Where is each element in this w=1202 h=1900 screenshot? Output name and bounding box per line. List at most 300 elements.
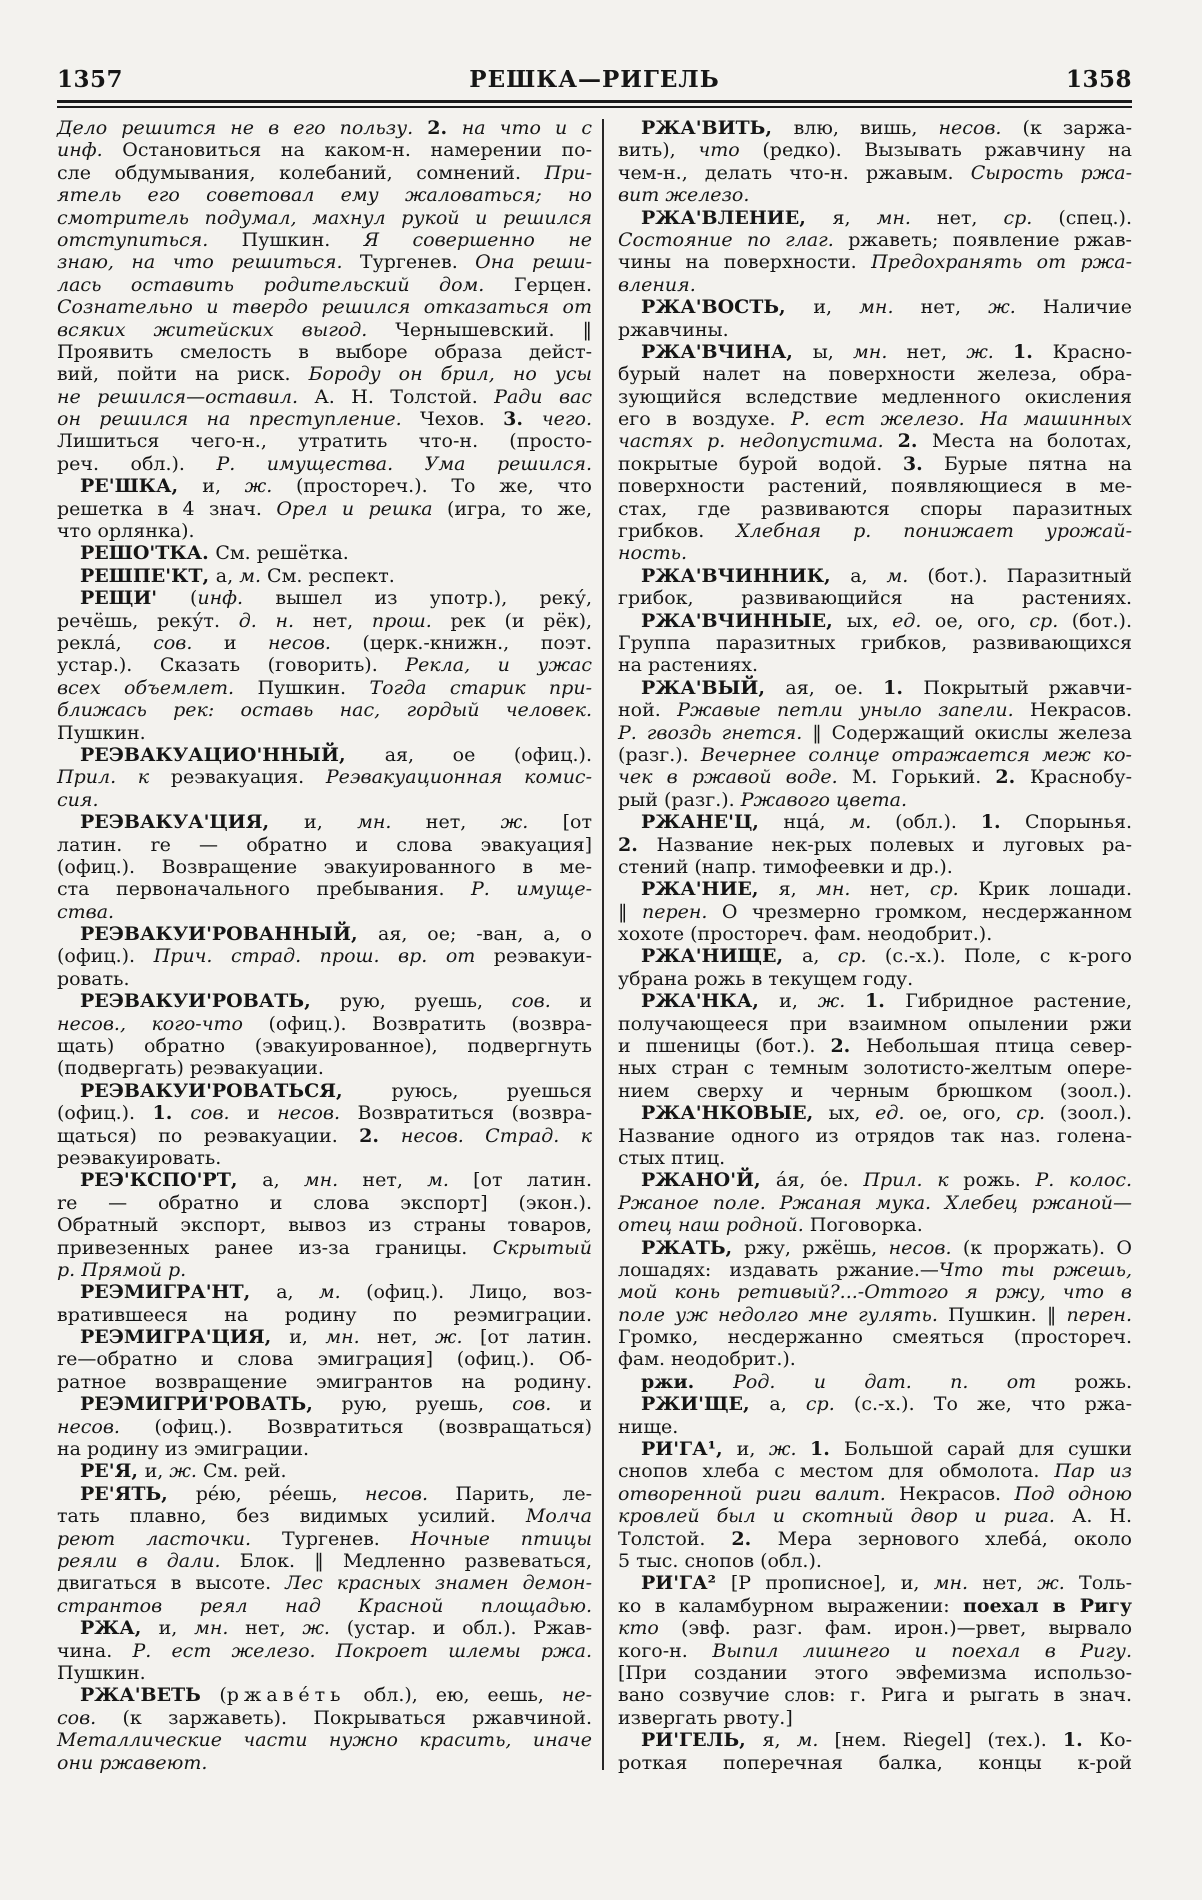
headword-text: РЕЭВАКУИ'РОВАННЫЙ,	[80, 923, 379, 946]
entry-text: (спец.).	[1058, 206, 1132, 229]
entry-text: [от	[562, 811, 592, 834]
headword-text: РЕ'ШКА,	[80, 475, 203, 498]
text-line	[57, 386, 592, 408]
entry-text: Покрытый ржавчи-	[923, 676, 1132, 699]
headword-text: РЖА'НКА,	[641, 990, 780, 1013]
entry-text: (игра, то же,	[446, 497, 592, 520]
entry-text: на родину из эмиграции.	[57, 1438, 310, 1461]
entry-text: поверхности растений, появляющиеся в ме-	[618, 475, 1132, 498]
entry-text: Выпил лишнего и поехал в Ригу.	[712, 1639, 1132, 1662]
entry-text: мн.	[853, 340, 907, 363]
text-line	[618, 878, 1132, 900]
entry-text: чины на поверхности.	[618, 251, 872, 274]
entry-text: латин. re — обратно и слова эвакуация]	[57, 833, 592, 856]
text-line	[618, 945, 1132, 967]
entry-text: и,	[144, 1460, 170, 1483]
text-line	[57, 1707, 592, 1729]
entry-text: нет,	[906, 340, 967, 363]
entry-text: Ко-	[1099, 1729, 1132, 1752]
entry-text: ближась рек: оставь нас, гордый человек.	[57, 699, 592, 722]
left-column	[57, 117, 592, 1774]
text-line	[57, 1214, 592, 1236]
text-line	[618, 1057, 1132, 1079]
entry-text: Ради вас	[494, 385, 592, 408]
entry-text: перен.	[1066, 1303, 1132, 1326]
text-line	[57, 1080, 592, 1102]
text-line	[57, 789, 592, 811]
headword-text: РИ'ГА²	[641, 1572, 731, 1595]
text-line	[618, 968, 1132, 990]
entry-text: ых,	[846, 609, 893, 632]
entry-text: они ржавеют.	[57, 1751, 208, 1774]
text-line	[57, 1371, 592, 1393]
headword-text: РЖИ'ЩЕ,	[641, 1393, 770, 1416]
entry-text: несов. Страд. к	[400, 1124, 592, 1147]
text-line	[618, 319, 1132, 341]
entry-text: ных стран с темным золотисто-желтым опере-	[618, 1057, 1132, 1080]
entry-text: кто	[618, 1617, 682, 1640]
entry-text: Дело решится не в его пользу.	[57, 117, 428, 139]
entry-text: двигаться в высоте.	[57, 1572, 286, 1595]
page-content	[57, 117, 1132, 1774]
entry-text: несов., кого-что	[57, 1012, 269, 1035]
text-line	[618, 1505, 1132, 1527]
headword-text: РЖАНЕ'Ц,	[641, 811, 784, 834]
text-line	[618, 811, 1132, 833]
text-line	[618, 766, 1132, 788]
headword-text: 2.	[731, 1527, 778, 1550]
entry-text: мн.	[357, 811, 426, 834]
text-line	[57, 565, 592, 587]
entry-text: Реэвакуационная комис-	[325, 766, 592, 789]
entry-text: реяли в дали.	[57, 1550, 240, 1572]
entry-text: сов.	[57, 1706, 123, 1729]
entry-text: ‖ Содержащий окислы железа	[812, 721, 1132, 744]
entry-text: вано созвучие слов: г. Рига и рыгать в знач.	[618, 1684, 1132, 1707]
entry-text: Наличие	[1042, 296, 1133, 319]
entry-text: вратившееся на родину по реэмиграции.	[57, 1303, 592, 1326]
text-line	[618, 722, 1132, 744]
entry-text: и пшеницы (бот.).	[618, 1035, 831, 1058]
entry-text: а,	[262, 1169, 304, 1192]
text-line	[618, 1528, 1132, 1550]
entry-text: [Р прописное], и,	[730, 1572, 934, 1595]
headword-text: РЖА'НИЩЕ,	[641, 945, 802, 968]
text-line	[618, 1169, 1132, 1191]
headword-text: РЕШПЕ'КТ,	[80, 564, 216, 587]
entry-text: несов.	[888, 1236, 963, 1259]
entry-text: Некрасов.	[1030, 699, 1132, 722]
text-line	[618, 1752, 1132, 1774]
entry-text: несов.	[268, 631, 363, 654]
entry-text: рый (разг.).	[618, 788, 741, 811]
entry-text: Лишиться чего-н., утратить что-н. (просто-	[57, 430, 592, 453]
entry-text: хохоте (простореч. фам. неодобрит.).	[618, 923, 993, 946]
entry-text: (бот.). Паразитный	[927, 564, 1132, 587]
text-line	[618, 990, 1132, 1012]
entry-text: ста первоначального пребывания.	[57, 878, 471, 901]
entry-text: ж.	[302, 1617, 347, 1640]
entry-text: рую, руешь,	[339, 990, 512, 1013]
entry-text: Проявить смелость в выборе образа дейст-	[57, 340, 592, 363]
entry-text: и	[223, 631, 268, 654]
entry-text: Сырость ржа-	[970, 161, 1132, 184]
text-line	[618, 363, 1132, 385]
entry-text: речёшь, реку́т.	[57, 609, 239, 632]
entry-text: ср.	[929, 878, 979, 901]
entry-text: не-	[561, 1684, 592, 1707]
entry-text: зующийся вследствие медленного окисления	[618, 385, 1132, 408]
entry-text: ср.	[1016, 1102, 1060, 1125]
headword-text: 2.	[359, 1124, 401, 1147]
headword-text: 1.	[152, 1102, 191, 1125]
text-line	[618, 229, 1132, 251]
running-title: РЕШКА—РИГЕЛЬ	[469, 66, 720, 93]
text-line	[57, 923, 592, 945]
entry-text: Герцен.	[513, 273, 592, 296]
entry-text: А. Н. Толстой.	[314, 385, 495, 408]
entry-text: ср.	[805, 1393, 854, 1416]
text-line	[618, 1259, 1132, 1281]
entry-text: ржу, ржёшь,	[744, 1236, 889, 1259]
entry-text: что орлянка).	[57, 520, 195, 543]
text-line	[618, 542, 1132, 564]
entry-text: чего.	[541, 408, 592, 431]
entry-text: Тургенев.	[281, 1527, 411, 1550]
entry-text: ср.	[1029, 609, 1072, 632]
text-line	[618, 1684, 1132, 1706]
entry-text: нет,	[936, 206, 1004, 229]
headword-text: РЕШО'ТКА.	[80, 542, 216, 565]
entry-text: Р. колос.	[1035, 1169, 1133, 1192]
headword-text: РЖА'ВЫЙ,	[641, 676, 786, 699]
headword-text: 2.	[830, 1035, 866, 1058]
entry-text: О чрезмерно громком, несдержанном	[721, 900, 1132, 923]
headword-text: 2.	[897, 430, 932, 453]
entry-text: Предохранять от ржа-	[871, 251, 1133, 274]
text-line	[57, 901, 592, 923]
text-line	[57, 990, 592, 1012]
entry-text: частях р. недопустима.	[618, 430, 898, 453]
entry-text: привезенных ранее из-за границы.	[57, 1236, 493, 1259]
text-line	[57, 1237, 592, 1259]
entry-text: Пушкин.	[257, 676, 370, 699]
text-line	[57, 1505, 592, 1527]
entry-text: [При создании этого эвфемизма использо-	[618, 1661, 1132, 1684]
entry-text: отворенной риги валит.	[618, 1482, 900, 1505]
entry-text: что	[698, 139, 763, 162]
entry-text: мн.	[325, 1326, 378, 1349]
entry-text: вить),	[618, 139, 699, 162]
entry-text: Громко, несдержанно смеяться (простореч.	[618, 1326, 1132, 1349]
entry-text: ая, ое (офиц.).	[384, 743, 592, 766]
entry-text: нет,	[312, 609, 372, 632]
entry-text: несов.	[57, 1415, 155, 1438]
text-line	[57, 274, 592, 296]
entry-text: (зоол.).	[1059, 1102, 1132, 1125]
entry-text: нет,	[245, 1617, 303, 1640]
entry-text: Сознательно и твердо решился отказаться от	[57, 296, 592, 319]
text-line	[57, 1483, 592, 1505]
text-line	[57, 610, 592, 632]
entry-text: (к заржаветь). Покрываться ржавчиной.	[122, 1706, 593, 1729]
entry-text: Пушкин. ‖	[948, 1303, 1067, 1326]
entry-text: странтов реял над Красной площадью.	[57, 1594, 592, 1617]
text-line	[618, 162, 1132, 184]
text-line	[618, 520, 1132, 542]
entry-text: Тургенев.	[359, 251, 476, 274]
entry-text: нет,	[920, 296, 989, 319]
entry-text: (простореч.). То же, что	[295, 475, 592, 498]
entry-text: м.	[427, 1169, 474, 1192]
text-line	[57, 1281, 592, 1303]
entry-text: нище.	[618, 1415, 679, 1438]
entry-text: поле уж недолго мне гулять.	[618, 1303, 949, 1326]
entry-text: ко в каламбурном выражении:	[618, 1594, 963, 1617]
text-line	[57, 207, 592, 229]
entry-text: и,	[289, 1326, 326, 1349]
entry-text: грибков.	[618, 520, 737, 543]
headword-text: 1.	[865, 990, 906, 1013]
entry-text: ое, ого,	[919, 1102, 1017, 1125]
text-line	[618, 632, 1132, 654]
entry-text: всех объемлет.	[57, 676, 258, 699]
entry-text: Р. ест железо. На машинных	[791, 408, 1132, 431]
text-line	[618, 1147, 1132, 1169]
entry-text: Толстой.	[618, 1527, 732, 1550]
entry-text: рожь.	[1074, 1370, 1132, 1393]
entry-text: См. решётка.	[215, 542, 349, 565]
entry-text: рекла́,	[57, 631, 154, 654]
entry-text: Группа паразитных грибков, развивающихся	[618, 631, 1132, 654]
entry-text: ж.	[244, 475, 296, 498]
text-line	[57, 1057, 592, 1079]
entry-text: Название одного из отрядов так наз. голена-	[618, 1124, 1132, 1147]
text-line	[618, 139, 1132, 161]
entry-text: Металлические части нужно красить, иначе	[57, 1729, 592, 1752]
entry-text: м.	[239, 564, 268, 587]
entry-text: а,	[850, 564, 887, 587]
entry-text: чина.	[57, 1639, 133, 1662]
headword-text: РИ'ГА¹,	[641, 1438, 737, 1461]
headword-text: поехал в Ригу	[963, 1594, 1132, 1617]
entry-text: кровлей был и скотный двор и рига.	[618, 1505, 1072, 1528]
entry-text: М. Горький.	[851, 766, 996, 789]
headword-text: 1.	[1062, 1729, 1100, 1752]
entry-text: нет,	[982, 1572, 1038, 1595]
text-line	[618, 386, 1132, 408]
text-line	[57, 1125, 592, 1147]
text-line	[57, 1684, 592, 1706]
entry-text: Мера зернового хлеба́, около	[777, 1527, 1132, 1550]
text-line	[618, 1192, 1132, 1214]
entry-text: а́я, о́е.	[775, 1169, 864, 1192]
entry-text: ср.	[837, 945, 885, 968]
entry-text: ровать.	[57, 967, 130, 990]
entry-text: а,	[802, 945, 838, 968]
text-line	[618, 1013, 1132, 1035]
header-rule	[57, 100, 1132, 108]
entry-text: Остановиться на каком-н. намерении по-	[122, 139, 592, 162]
entry-text: Род. и дат. п. от	[733, 1370, 1075, 1393]
entry-text: мой конь ретивый?...-Оттого я ржу, что в	[618, 1281, 1132, 1304]
entry-text: ре́ю, ре́ешь,	[195, 1482, 366, 1505]
entry-text: на что и с	[461, 117, 592, 139]
text-line	[57, 1147, 592, 1169]
entry-text: Большой сарай для сушки	[843, 1438, 1132, 1461]
entry-text: ржаветь; появление ржав-	[848, 228, 1132, 251]
text-line	[57, 1438, 592, 1460]
entry-text: Бороду он брил, но усы	[308, 363, 592, 386]
text-line	[618, 1460, 1132, 1482]
entry-text: он решился на преступление.	[57, 408, 420, 431]
entry-text: (церк.-книжн., поэт.	[362, 631, 592, 654]
entry-text: сле обдумывания, колебаний, сомнений.	[57, 161, 545, 184]
entry-text: Краснобу-	[1030, 766, 1132, 789]
headword-text: РЕЭ'КСПО'РТ,	[80, 1169, 263, 1192]
entry-text: и	[246, 1102, 278, 1125]
entry-text: Название нек-рых полевых и луговых ра-	[656, 833, 1132, 856]
headword-text: РЕЭМИГРА'НТ,	[80, 1281, 277, 1304]
entry-text: и,	[736, 1438, 769, 1461]
column-divider	[602, 119, 604, 1770]
entry-text: ж.	[966, 340, 1014, 363]
entry-text: тать плавно, без видимых усилий.	[57, 1505, 526, 1528]
entry-text: стах, где развиваются споры паразитных	[618, 497, 1132, 520]
entry-text: всяких житейских выгод.	[57, 318, 396, 341]
entry-text: ж.	[500, 811, 563, 834]
headword-text: РЖА,	[80, 1617, 159, 1640]
entry-text: ы,	[812, 340, 854, 363]
entry-text: Ржавые петли уныло запели.	[677, 699, 1030, 722]
text-line	[57, 654, 592, 676]
entry-text: мн.	[876, 206, 937, 229]
entry-text: нца́,	[783, 811, 850, 834]
text-line	[57, 1326, 592, 1348]
entry-text: (с.-х.). То же, что ржа-	[853, 1393, 1132, 1416]
entry-text: ж.	[434, 1326, 480, 1349]
text-line	[618, 1237, 1132, 1259]
entry-text: а,	[215, 564, 240, 587]
headword-text: ржи.	[641, 1370, 734, 1393]
entry-text: реэвакуировать.	[57, 1146, 222, 1169]
text-line	[618, 1348, 1132, 1370]
entry-text: Скрытый	[492, 1236, 592, 1259]
entry-text: Прич. страд. прош. вр. от	[153, 945, 494, 968]
text-line	[57, 1013, 592, 1035]
entry-text: и	[579, 1393, 592, 1416]
entry-text: ржавчины.	[618, 318, 729, 341]
entry-text: м.	[886, 564, 928, 587]
headword-text: РЖА'НКОВЫЕ,	[641, 1102, 829, 1125]
entry-text: (с.-х.). Поле, с к-рого	[884, 945, 1132, 968]
text-line	[57, 1640, 592, 1662]
text-line	[618, 1125, 1132, 1147]
entry-text: Р. имуще-	[470, 878, 592, 901]
text-line	[618, 1438, 1132, 1460]
entry-text: ратное возвращение эмигрантов на родину.	[57, 1370, 592, 1393]
text-line	[57, 766, 592, 788]
text-line	[57, 1729, 592, 1751]
text-line	[57, 1572, 592, 1594]
text-line	[57, 677, 592, 699]
entry-text: знаю, на что решиться.	[57, 251, 360, 274]
entry-text: ность.	[618, 542, 687, 565]
text-line	[57, 1460, 592, 1482]
entry-text: ж.	[817, 990, 866, 1013]
text-line	[57, 296, 592, 318]
entry-text: руюсь, руешься	[391, 1079, 593, 1102]
entry-text: Что ты ржешь,	[938, 1258, 1132, 1281]
text-line	[57, 834, 592, 856]
entry-text: не решился—оставил.	[57, 385, 315, 408]
entry-text: ж.	[988, 296, 1043, 319]
entry-text: Обратный экспорт, вывоз из страны товаров,	[57, 1214, 592, 1237]
entry-text: вления.	[618, 273, 696, 296]
text-line	[618, 184, 1132, 206]
headword-text: 3.	[503, 408, 542, 431]
text-line	[618, 901, 1132, 923]
entry-text: (редко). Вызывать ржавчину на	[762, 139, 1132, 162]
headword-text: РЖА'ВОСТЬ,	[641, 296, 814, 319]
text-line	[57, 1595, 592, 1617]
text-line	[618, 1393, 1132, 1415]
entry-text: нет,	[869, 878, 930, 901]
entry-text: Красно-	[1052, 340, 1132, 363]
text-line	[618, 834, 1132, 856]
text-line	[57, 1662, 592, 1684]
entry-text: чем-н., делать что-н. ржавым.	[618, 161, 971, 184]
entry-text: м.	[318, 1281, 367, 1304]
entry-text: решетка в 4 знач.	[57, 497, 277, 520]
headword-text: РЕ'Я,	[80, 1460, 145, 1483]
entry-text: и,	[779, 990, 818, 1013]
text-line	[57, 251, 592, 273]
headword-text: РЕЭМИГРА'ЦИЯ,	[80, 1326, 290, 1349]
text-line	[618, 1729, 1132, 1751]
entry-text: снопов хлеба с местом для обмолота.	[618, 1460, 1055, 1483]
text-line	[618, 1617, 1132, 1639]
entry-text: вий, пойти на риск.	[57, 363, 309, 386]
entry-text: нием сверху и черным брюшком (зоол.).	[618, 1079, 1132, 1102]
entry-text: ых,	[828, 1102, 876, 1125]
entry-text: сов.	[190, 1102, 247, 1125]
headword-text: РЖА'ВЧИННИК,	[641, 564, 851, 587]
headword-text: РЖА'ВЧИНА,	[641, 340, 813, 363]
entry-text: (офиц.). Возвратить (возвра-	[268, 1012, 592, 1035]
text-line	[618, 744, 1132, 766]
entry-text: Ночные птицы	[410, 1527, 592, 1550]
headword-text: РЕЭВАКУАЦИО'ННЫЙ,	[80, 743, 385, 766]
text-line	[57, 1393, 592, 1415]
entry-text: кого-н.	[618, 1639, 713, 1662]
entry-text: Ржаное поле. Ржаная мука. Хлебец ржаной—	[618, 1191, 1132, 1214]
text-line	[618, 498, 1132, 520]
text-line	[618, 1102, 1132, 1124]
entry-text: Она реши-	[475, 251, 593, 274]
entry-text: его в воздухе.	[618, 408, 792, 431]
entry-text: и,	[202, 475, 245, 498]
entry-text: А. Н.	[1071, 1505, 1133, 1528]
entry-text: и	[579, 990, 593, 1013]
headword-text: 1.	[810, 1438, 844, 1461]
entry-text: влю, вишь,	[793, 117, 939, 139]
entry-text: Пушкин.	[57, 1661, 146, 1684]
entry-text: Блок. ‖ Медленно развеваться,	[239, 1550, 592, 1572]
entry-text: я,	[762, 1729, 797, 1752]
entry-text: Места на болотах,	[931, 430, 1133, 453]
text-line	[57, 1304, 592, 1326]
